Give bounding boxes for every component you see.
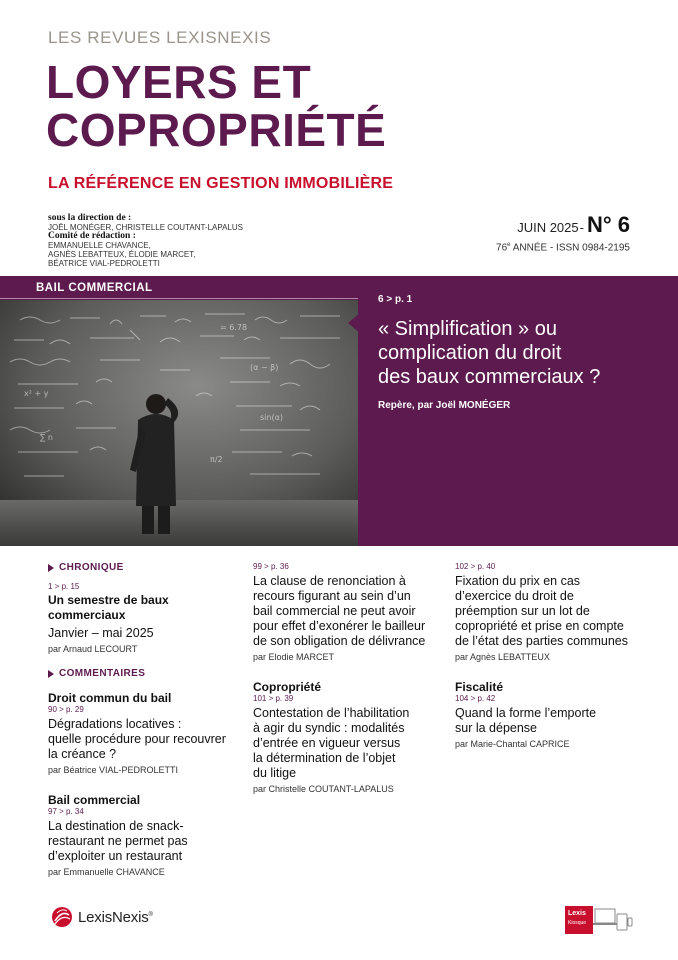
article-clause-renonciation[interactable] — [253, 562, 443, 662]
series-label: LES REVUES LEXISNEXIS — [48, 28, 272, 47]
feature-teaser[interactable] — [378, 294, 648, 411]
svg-text:π/2: π/2 — [210, 455, 223, 464]
article-title-line: pour effet d’exonérer le bailleur — [253, 619, 426, 633]
article-author: par Christelle COUTANT-LAPALUS — [253, 784, 394, 794]
journal-title — [46, 58, 386, 154]
feature-rubric: BAIL COMMERCIAL — [36, 282, 153, 294]
svg-text:(α − β): (α − β) — [250, 363, 279, 372]
article-title — [455, 706, 640, 736]
article-title-line: du litige — [253, 766, 297, 780]
lexisnexis-logo — [51, 906, 153, 928]
article-ref: 101 > p. 39 — [253, 694, 294, 703]
article-title — [48, 819, 243, 864]
article-title-line: recours figurant au sein d’un — [253, 589, 411, 603]
title-line-1: LOYERS ET — [46, 56, 312, 108]
article-author: par Emmanuelle CHAVANCE — [48, 867, 165, 877]
article-title: Un semestre de baux commerciaux — [48, 593, 169, 622]
cover-photo — [0, 300, 358, 546]
feature-title — [378, 317, 648, 389]
feature-banner — [0, 276, 678, 546]
teaser-pointer — [348, 313, 360, 333]
svg-text:∑ n: ∑ n — [40, 433, 54, 442]
article-author: par Elodie MARCET — [253, 652, 335, 662]
triangle-icon — [48, 670, 54, 678]
section-commentaires — [48, 668, 243, 679]
issue-year — [496, 242, 630, 253]
article-fixation-prix[interactable] — [455, 562, 640, 662]
issue-year-suffix: e — [507, 242, 511, 248]
article-title-line: Fixation du prix en cas — [455, 574, 581, 588]
issue-issn: ANNÉE - ISSN 0984-2195 — [510, 242, 630, 254]
article-title-line: à agir du syndic : modalités — [253, 721, 405, 735]
issue-info — [496, 212, 630, 253]
article-title-line: la détermination de l’objet — [253, 751, 396, 765]
article-forme-depense[interactable] — [455, 694, 640, 749]
feature-title-line-1: « Simplification » ou — [378, 318, 557, 340]
article-title-line: La clause de renonciation à — [253, 574, 406, 588]
lexis-kiosque-badge — [565, 906, 593, 934]
article-title-line: d’exercice du droit de — [455, 589, 574, 603]
article-snack[interactable] — [48, 807, 243, 877]
article-title-line: La destination de snack- — [48, 819, 184, 833]
committee-line-3: BÉATRICE VIAL-PEDROLETTI — [48, 259, 160, 268]
article-ref: 90 > p. 29 — [48, 705, 84, 714]
toc-column-3 — [455, 562, 640, 749]
section-chronique — [48, 562, 243, 573]
feature-title-line-3: des baux commerciaux ? — [378, 366, 601, 388]
article-title-line: Dégradations locatives : — [48, 717, 182, 731]
article-ref: 102 > p. 40 — [455, 562, 496, 571]
article-title-line: d’entrée en vigueur versus — [253, 736, 401, 750]
article-chronique[interactable] — [48, 582, 243, 654]
kiosque-label-1: Lexis — [568, 910, 586, 917]
article-ref: 99 > p. 36 — [253, 562, 289, 571]
kiosque-label-2: Kiosque — [568, 920, 587, 926]
article-habilitation-syndic[interactable] — [253, 694, 443, 794]
article-title-line: Quand la forme l’emporte — [455, 706, 597, 720]
title-line-2: COPROPRIÉTÉ — [46, 104, 387, 156]
direction-names: JOËL MONÉGER, CHRISTELLE COUTANT-LAPALUS — [48, 223, 244, 232]
devices-icon — [593, 906, 633, 934]
article-subtitle: Janvier – mai 2025 — [48, 626, 154, 640]
issue-separator: - — [579, 220, 584, 235]
direction-label: sous la direction de : — [48, 213, 132, 223]
article-title-line: la créance ? — [48, 747, 117, 761]
article-title — [253, 574, 443, 649]
editorial-direction — [48, 214, 243, 268]
svg-text:= 6.78: = 6.78 — [220, 323, 248, 332]
article-ref: 97 > p. 34 — [48, 807, 84, 816]
svg-text:x² + y: x² + y — [24, 389, 49, 398]
category-copropriete: Copropriété — [253, 680, 322, 694]
toc-column-2 — [253, 562, 443, 794]
lexisnexis-emblem-icon — [51, 906, 73, 928]
category-droit-commun: Droit commun du bail — [48, 691, 172, 705]
feature-ref: 6 > p. 1 — [378, 294, 413, 305]
category-fiscalite: Fiscalité — [455, 680, 504, 694]
article-title-line: de son obligation de délivrance — [253, 634, 426, 648]
committee-line-2: AGNÈS LEBATTEUX, ÉLODIE MARCET, — [48, 250, 196, 259]
triangle-icon — [48, 564, 54, 572]
logo-registered-mark: ® — [148, 911, 153, 918]
feature-title-line-2: complication du droit — [378, 342, 562, 364]
issue-year-number: 76 — [496, 242, 508, 254]
article-title-line: de l’état des parties communes — [455, 634, 629, 648]
article-author: par Béatrice VIAL-PEDROLETTI — [48, 765, 179, 775]
article-title-line: copropriété et prise en compte — [455, 619, 624, 633]
article-title-line: sur la dépense — [455, 721, 538, 735]
article-title — [253, 706, 443, 781]
article-title-line: Contestation de l’habilitation — [253, 706, 410, 720]
article-degradations[interactable] — [48, 705, 243, 775]
svg-text:sin(α): sin(α) — [260, 413, 283, 422]
issue-number: N° 6 — [586, 212, 630, 237]
committee-label: Comité de rédaction : — [48, 231, 136, 241]
article-title-line: bail commercial ne peut avoir — [253, 604, 416, 618]
toc-column-1 — [48, 562, 243, 877]
article-author: par Arnaud LECOURT — [48, 644, 138, 654]
article-title-line: quelle procédure pour recouvrer — [48, 732, 226, 746]
article-title — [455, 574, 640, 649]
feature-author: Repère, par Joël MONÉGER — [378, 400, 511, 411]
issue-date: JUIN 2025 — [517, 220, 579, 235]
category-bail-commercial: Bail commercial — [48, 793, 141, 807]
rubric-divider — [0, 298, 358, 299]
journal-subtitle: LA RÉFÉRENCE EN GESTION IMMOBILIÈRE — [48, 175, 394, 192]
article-author: par Marie-Chantal CAPRICE — [455, 739, 570, 749]
committee-line-1: EMMANUELLE CHAVANCE, — [48, 241, 151, 250]
article-title-line: préemption sur un lot de — [455, 604, 590, 618]
section-chronique-label: CHRONIQUE — [59, 562, 124, 573]
article-title-line: restaurant ne permet pas — [48, 834, 188, 848]
article-ref: 104 > p. 42 — [455, 694, 496, 703]
article-ref: 1 > p. 15 — [48, 582, 80, 591]
logo-wordmark: LexisNexis — [78, 908, 149, 926]
article-title — [48, 717, 243, 762]
section-commentaires-label: COMMENTAIRES — [59, 668, 146, 679]
article-title-line: d’exploiter un restaurant — [48, 849, 183, 863]
article-author: par Agnès LEBATTEUX — [455, 652, 550, 662]
